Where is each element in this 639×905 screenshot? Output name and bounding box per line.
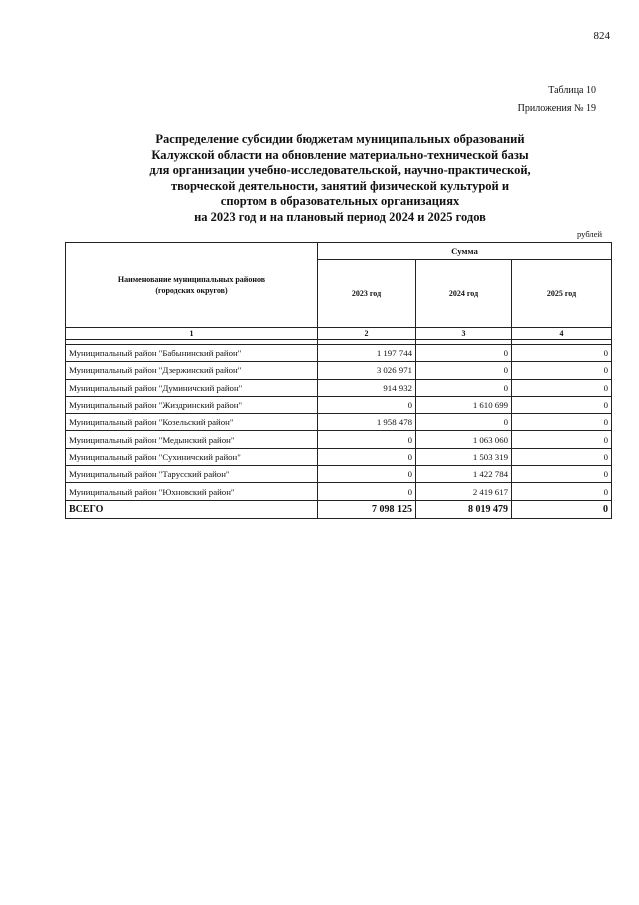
header-name-line2: (городских округов)	[155, 286, 228, 295]
title-line: на 2023 год и на плановый период 2024 и 2025 годов	[194, 209, 486, 224]
row-value-2025: 0	[512, 362, 612, 379]
total-label: ВСЕГО	[66, 500, 318, 518]
total-value-2025: 0	[512, 500, 612, 518]
row-value-2023: 914 932	[318, 379, 416, 396]
table-row	[66, 362, 612, 379]
row-name: Муниципальный район "Дзержинский район"	[66, 362, 318, 379]
row-value-2023: 1 197 744	[318, 345, 416, 362]
column-number: 2	[318, 328, 416, 340]
header-year-2024: 2024 год	[416, 260, 512, 328]
row-value-2023: 0	[318, 466, 416, 483]
row-value-2023: 1 958 478	[318, 414, 416, 431]
table-row	[66, 431, 612, 448]
header-name-line1: Наименование муниципальных районов	[117, 275, 266, 284]
table-row	[66, 466, 612, 483]
row-value-2023: 3 026 971	[318, 362, 416, 379]
row-name: Муниципальный район "Юхновский район"	[66, 483, 318, 500]
document-title	[60, 132, 620, 226]
table-row	[66, 396, 612, 413]
row-value-2025: 0	[512, 414, 612, 431]
row-value-2024: 0	[416, 414, 512, 431]
column-number: 4	[512, 328, 612, 340]
row-value-2023: 0	[318, 431, 416, 448]
header-row	[66, 243, 612, 260]
title-line: творческой деятельности, занятий физической культурой и	[170, 178, 510, 193]
row-value-2024: 1 422 784	[416, 466, 512, 483]
header-year-2025: 2025 год	[512, 260, 612, 328]
header-sum: Сумма	[318, 243, 612, 260]
table-row	[66, 414, 612, 431]
total-row	[66, 500, 612, 518]
row-value-2025: 0	[512, 466, 612, 483]
row-value-2024: 0	[416, 362, 512, 379]
total-value-2024: 8 019 479	[416, 500, 512, 518]
row-value-2025: 0	[512, 448, 612, 465]
row-value-2025: 0	[512, 379, 612, 396]
table-row	[66, 483, 612, 500]
row-name: Муниципальный район "Жиздринский район"	[66, 396, 318, 413]
table-ref-line1: Таблица 10	[548, 85, 596, 96]
units-label: рублей	[577, 229, 602, 239]
subsidy-table	[65, 242, 612, 519]
row-value-2023: 0	[318, 448, 416, 465]
title-line: спортом в образовательных организациях	[220, 194, 460, 209]
table-reference	[470, 82, 596, 118]
table-row	[66, 345, 612, 362]
row-name: Муниципальный район "Думиничский район"	[66, 379, 318, 396]
table-row	[66, 379, 612, 396]
title-line: для организации учебно-исследовательской, научно-практической,	[149, 163, 531, 178]
row-value-2024: 2 419 617	[416, 483, 512, 500]
table-row	[66, 448, 612, 465]
row-value-2024: 0	[416, 379, 512, 396]
header-name-cell	[66, 243, 318, 328]
column-number: 3	[416, 328, 512, 340]
row-name: Муниципальный район "Тарусский район"	[66, 466, 318, 483]
page-number: 824	[593, 30, 610, 42]
table-ref-line2: Приложения № 19	[517, 103, 596, 114]
row-value-2025: 0	[512, 483, 612, 500]
row-name: Муниципальный район "Сухиничский район"	[66, 448, 318, 465]
header-year-2023: 2023 год	[318, 260, 416, 328]
row-value-2024: 1 063 060	[416, 431, 512, 448]
row-value-2023: 0	[318, 483, 416, 500]
row-value-2024: 0	[416, 345, 512, 362]
row-value-2025: 0	[512, 396, 612, 413]
column-number: 1	[66, 328, 318, 340]
title-line: Калужской области на обновление материально-технической базы	[151, 147, 529, 162]
row-name: Муниципальный район "Медынский район"	[66, 431, 318, 448]
row-value-2025: 0	[512, 431, 612, 448]
title-line: Распределение субсидии бюджетам муниципальных образований	[155, 132, 525, 146]
row-name: Муниципальный район "Козельский район"	[66, 414, 318, 431]
row-value-2025: 0	[512, 345, 612, 362]
row-value-2024: 1 503 319	[416, 448, 512, 465]
row-name: Муниципальный район "Бабынинский район"	[66, 345, 318, 362]
column-number-row	[66, 328, 612, 340]
row-value-2023: 0	[318, 396, 416, 413]
total-value-2023: 7 098 125	[318, 500, 416, 518]
row-value-2024: 1 610 699	[416, 396, 512, 413]
